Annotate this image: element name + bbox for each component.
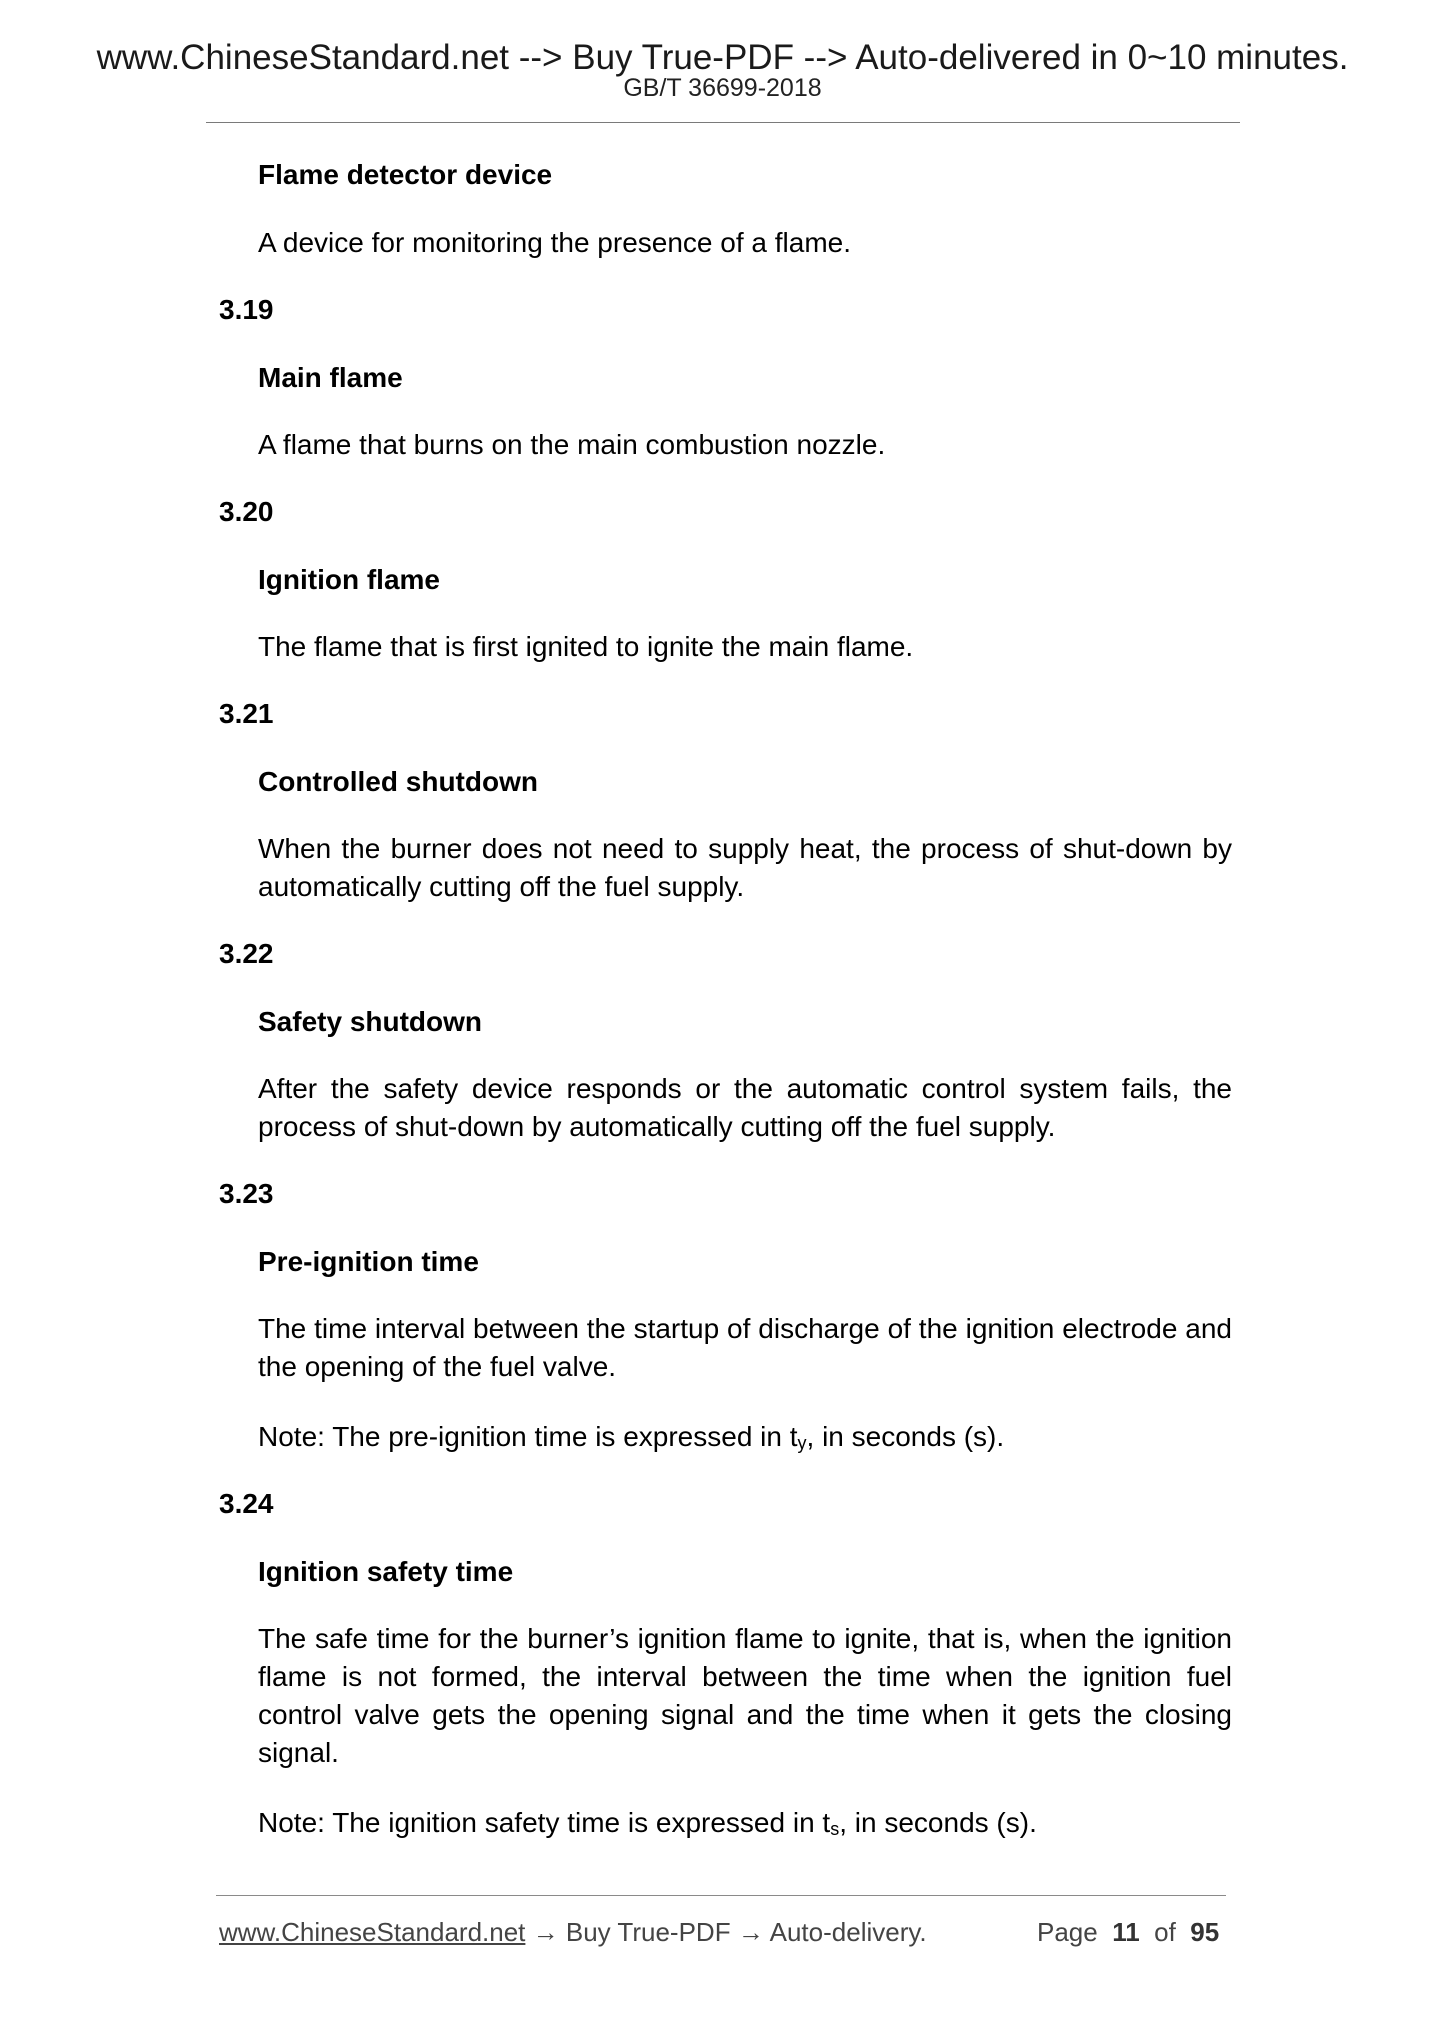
term-title: Ignition safety time — [258, 1556, 514, 1587]
of-label: of — [1154, 1917, 1176, 1947]
note-text: Note: The ignition safety time is expressed in t — [258, 1807, 831, 1838]
footer-links — [219, 1915, 927, 1949]
clause-number: 3.22 — [219, 938, 274, 969]
term-definition: The time interval between the startup of discharge of the ignition electrode and the opening of the fuel valve. — [258, 1313, 1232, 1382]
term-title: Main flame — [258, 362, 403, 393]
term-title: Pre-ignition time — [258, 1246, 479, 1277]
footer-buy-text: Buy True-PDF — [565, 1917, 731, 1947]
footer-divider — [216, 1895, 1226, 1896]
term-definition: A flame that burns on the main combustion nozzle. — [258, 429, 886, 460]
footer-site-link[interactable]: www.ChineseStandard.net — [219, 1917, 526, 1947]
site-banner: www.ChineseStandard.net --> Buy True-PDF --> Auto-delivered in 0~10 minutes. — [96, 38, 1349, 77]
term-definition: After the safety device responds or the automatic control system fails, the process of shut-down by automatically cutting off the fuel supply. — [258, 1073, 1232, 1142]
note-subscript: y — [797, 1433, 807, 1453]
clause-number: 3.24 — [219, 1488, 274, 1519]
term-title: Controlled shutdown — [258, 766, 538, 797]
arrow-right-icon: → — [532, 1917, 559, 1947]
term-title: Ignition flame — [258, 564, 440, 595]
term-definition: The flame that is first ignited to ignite the main flame. — [258, 631, 914, 662]
term-title: Safety shutdown — [258, 1006, 483, 1037]
page-label: Page — [1037, 1917, 1098, 1947]
note-subscript: s — [830, 1819, 840, 1839]
page-indicator — [1037, 1915, 1219, 1949]
term-note — [258, 1804, 1232, 1842]
term-definition: A device for monitoring the presence of a flame. — [258, 227, 851, 258]
note-text: Note: The pre-ignition time is expressed in t — [258, 1421, 798, 1452]
clause-number: 3.23 — [219, 1178, 274, 1209]
footer-delivery-text: Auto-delivery. — [769, 1917, 927, 1947]
clause-number: 3.21 — [219, 698, 274, 729]
note-text-end: , in seconds (s). — [806, 1421, 1005, 1452]
document-number: GB/T 36699-2018 — [623, 74, 822, 102]
page-total: 95 — [1190, 1917, 1220, 1947]
term-definition: The safe time for the burner’s ignition flame to ignite, that is, when the ignition flame is not formed, the interval between the time when the ignition fuel control valve gets the opening signal and the time when it gets the closing signal. — [258, 1623, 1232, 1768]
term-definition: When the burner does not need to supply heat, the process of shut-down by automatically cutting off the fuel supply. — [258, 833, 1232, 902]
term-title: Flame detector device — [258, 159, 553, 190]
arrow-right-icon: → — [737, 1917, 764, 1947]
term-note — [258, 1418, 1232, 1456]
page-current: 11 — [1112, 1917, 1140, 1947]
clause-number: 3.20 — [219, 496, 274, 527]
header-divider — [206, 122, 1240, 123]
note-text-end: , in seconds (s). — [839, 1807, 1037, 1838]
clause-number: 3.19 — [219, 294, 274, 325]
